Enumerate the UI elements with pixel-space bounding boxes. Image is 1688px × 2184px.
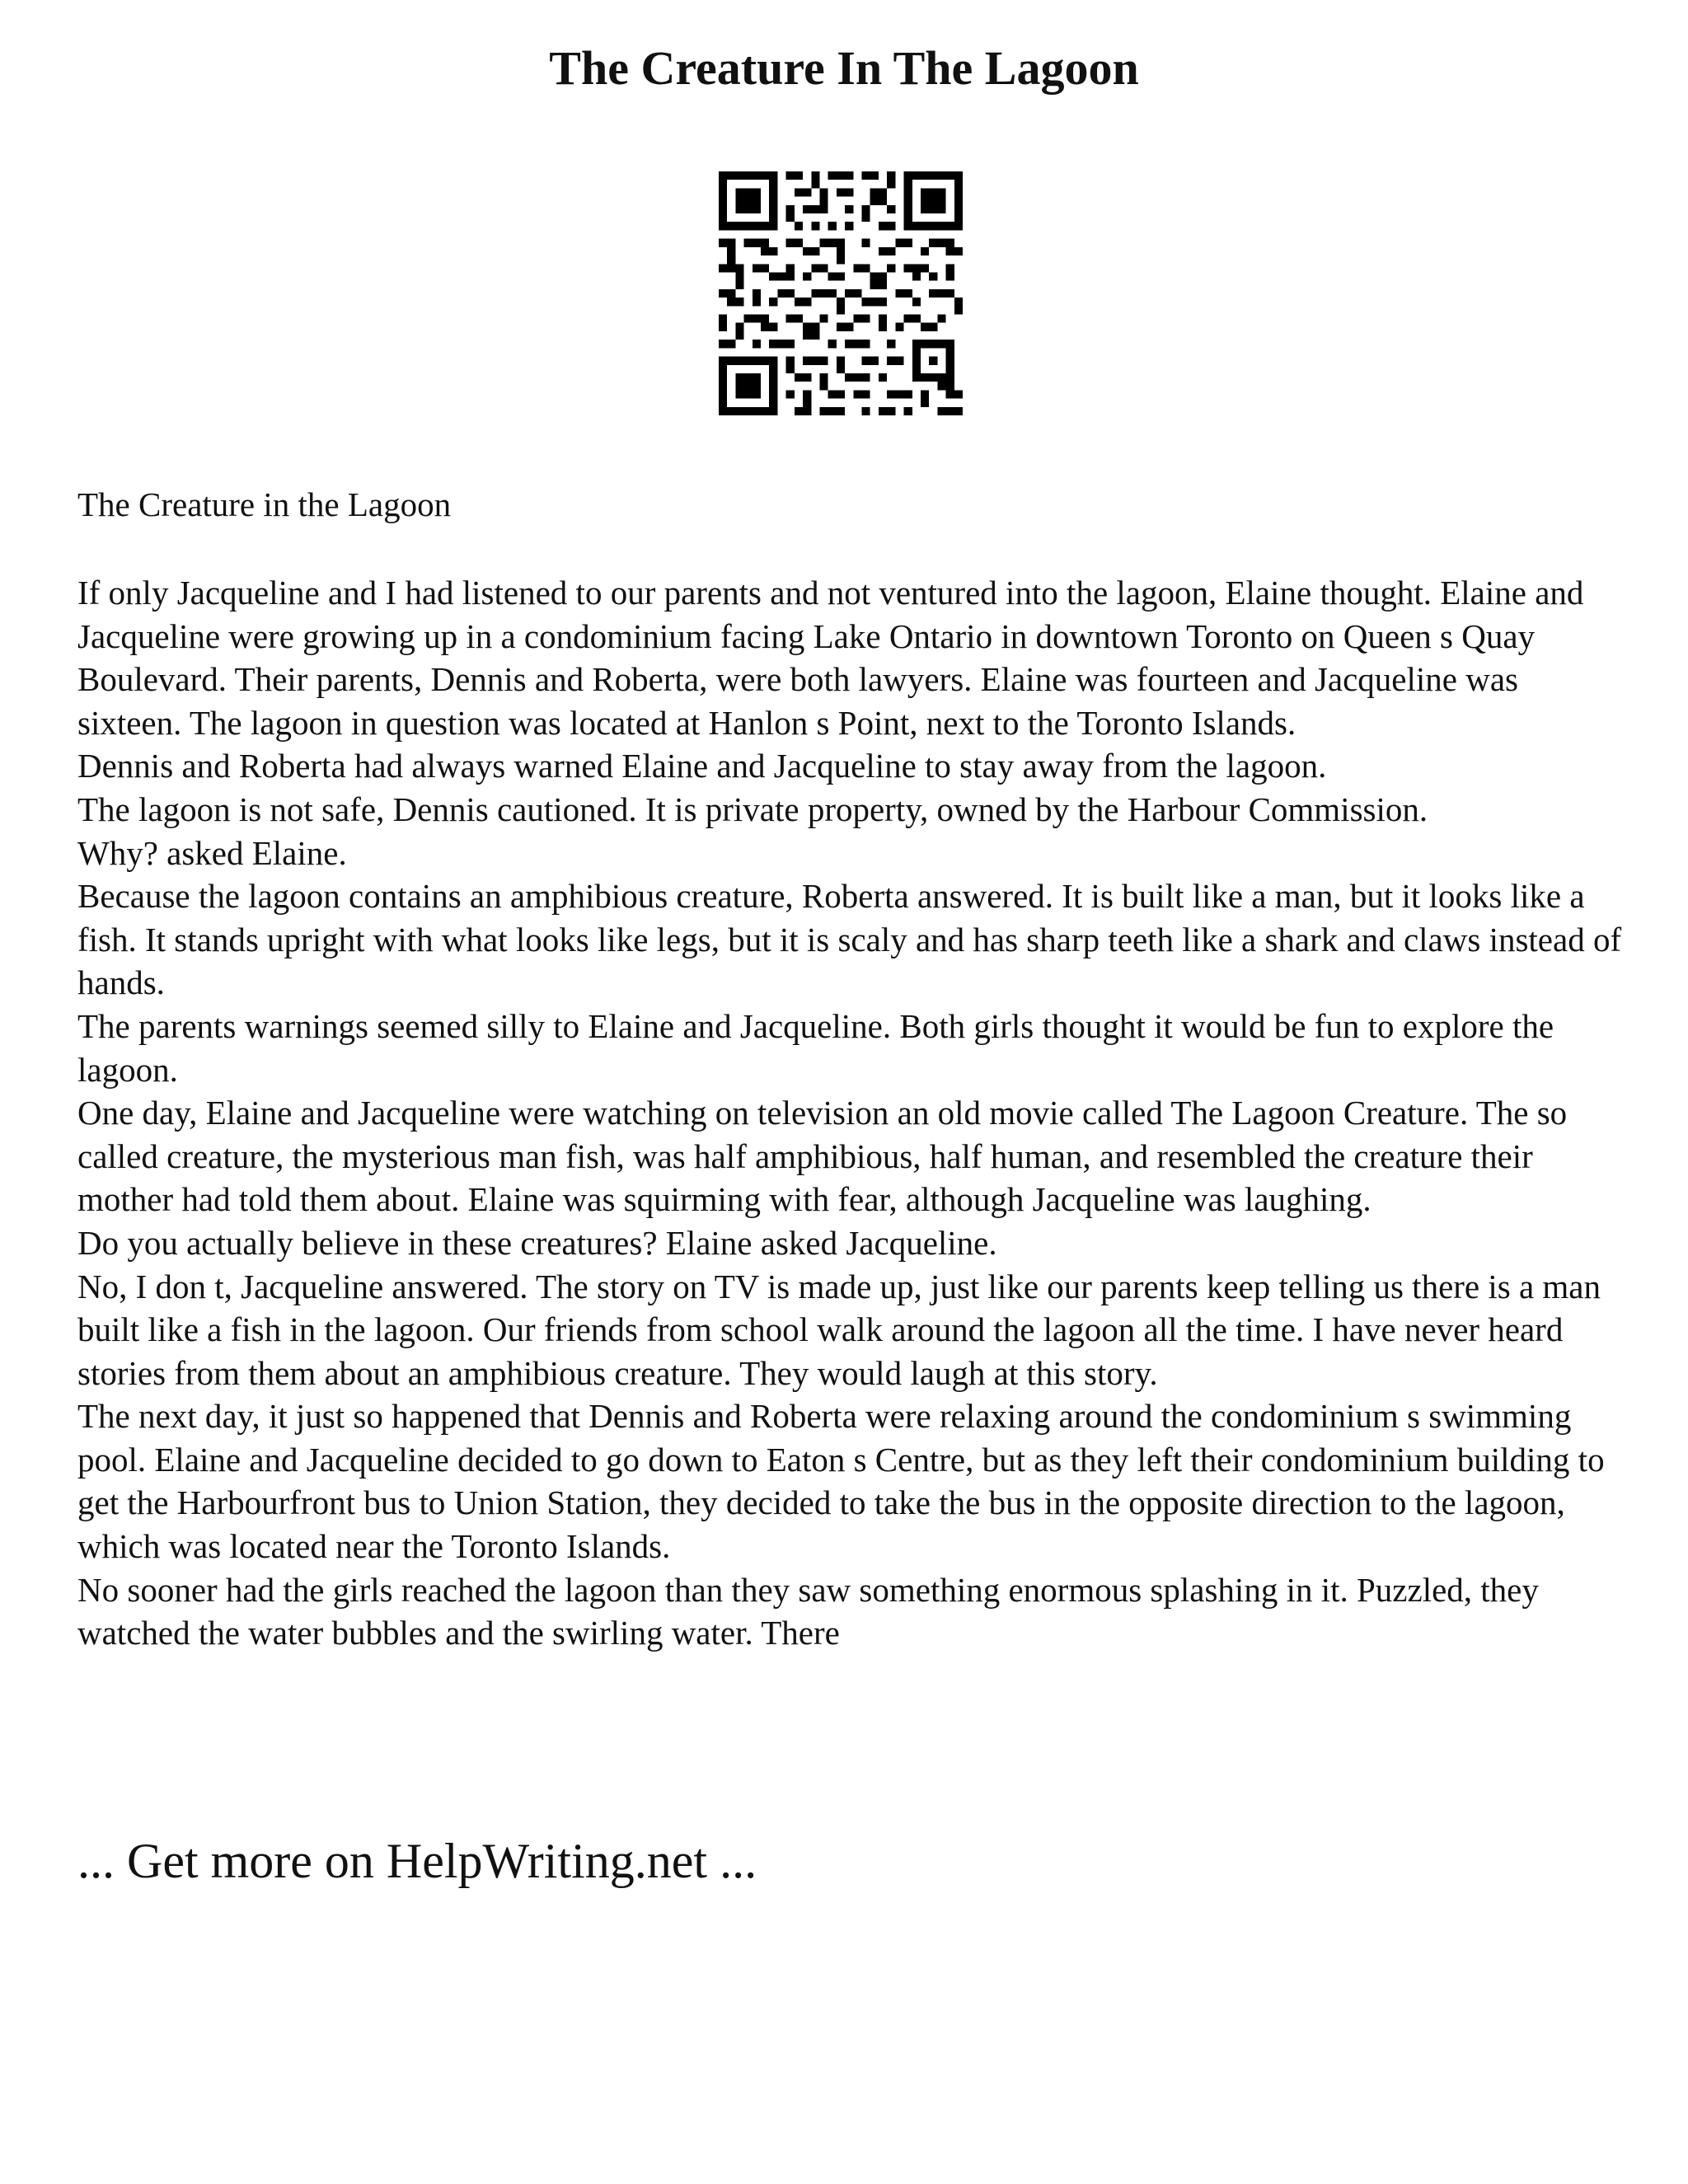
paragraph: Dennis and Roberta had always warned Elaine and Jacqueline to stay away from the lagoon. bbox=[77, 747, 1327, 785]
story-subtitle: The Creature in the Lagoon bbox=[77, 485, 452, 523]
paragraph: The next day, it just so happened that Dennis and Roberta were relaxing around the condominium s swimming pool. Elaine and Jacqueline decided to go down to Eaton s Centre, but as they left their condominium building to get the Harbourfront bus to Union Station, they decided to take the bus in the opposite direction to the lagoon, which was located near the Toronto Islands. bbox=[77, 1397, 1605, 1566]
paragraph: If only Jacqueline and I had listened to our parents and not ventured into the lagoon, Elaine thought. Elaine and Jacqueline were growing up in a condominium facing Lake Ontario in downtown Toronto on Queen s Quay Boulevard. Their parents, Dennis and Roberta, were both lawyers. Elaine was fourteen and Jacqueline was sixteen. The lagoon in question was located at Hanlon s Point, next to the Toronto Islands. bbox=[77, 574, 1584, 742]
paragraph: Do you actually believe in these creatures? Elaine asked Jacqueline. bbox=[77, 1223, 997, 1262]
document-title: The Creature In The Lagoon bbox=[549, 41, 1139, 95]
paragraph: The parents warnings seemed silly to Elaine and Jacqueline. Both girls thought it would be fun to explore the lagoon. bbox=[77, 1006, 1554, 1089]
paragraph: Because the lagoon contains an amphibious creature, Roberta answered. It is built like a man, but it looks like a fish. It stands upright with what looks like legs, but it is scaly and has sharp teeth like a shark and claws instead of hands. bbox=[77, 877, 1622, 1002]
paragraph: The lagoon is not safe, Dennis cautioned. It is private property, owned by the Harbour Commission. bbox=[77, 790, 1428, 828]
story-body bbox=[77, 571, 1627, 1655]
get-more-link[interactable]: ... Get more on HelpWriting.net ... bbox=[77, 1834, 757, 1888]
paragraph: No, I don t, Jacqueline answered. The story on TV is made up, just like our parents keep telling us there is a man built like a fish in the lagoon. Our friends from school walk around the lagoon all the time. I have never heard stories from them about an amphibious creature. They would laugh at this story. bbox=[77, 1267, 1601, 1392]
paragraph: Why? asked Elaine. bbox=[77, 833, 347, 872]
paragraph: No sooner had the girls reached the lagoon than they saw something enormous splashing in it. Puzzled, they watched the water bubbles and the swirling water. There bbox=[77, 1570, 1539, 1652]
paragraph: One day, Elaine and Jacqueline were watching on television an old movie called The Lagoon Creature. The so called creature, the mysterious man fish, was half amphibious, half human, and resembled the creature their mother had told them about. Elaine was squirming with fear, although Jacqueline was laughing. bbox=[77, 1094, 1568, 1219]
qr-code-icon bbox=[719, 171, 963, 415]
